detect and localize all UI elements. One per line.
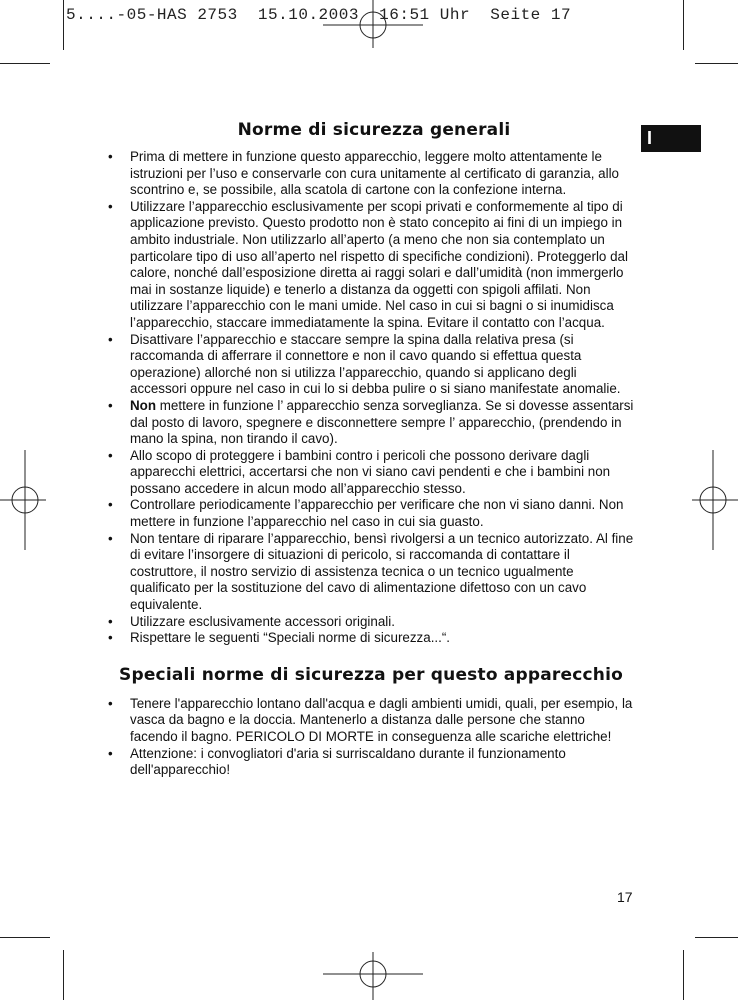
list-item-text: Non tentare di riparare l’apparecchio, bensì rivolgersi a un tecnico autorizzato. Al fine di evitare l’insorgere di situazioni di pericolo, si raccomanda di contattare il costruttore, il nostro servizio di assistenza tecnica o un tecnico ugualmente qualificato per la sostituzione del cavo di alimentazione difettoso con un cavo equivalente. (130, 530, 634, 613)
list-item-text: Rispettare le seguenti “Speciali norme di sicurezza...“. (130, 630, 451, 646)
list-item-text: Allo scopo di proteggere i bambini contro i pericoli che possono derivare dagli apparecchi elettrici, accertarsi che non vi siano cavi pendenti e che i bambini non possano accedere in alcun modo all’apparecchio stesso. (130, 447, 611, 496)
crop-mark (63, 0, 64, 50)
print-slug: 5....-05-HAS 2753 15.10.2003 16:51 Uhr Seite 17 (66, 6, 572, 24)
crop-mark (0, 63, 50, 64)
page-number: 17 (617, 889, 633, 905)
list-item (108, 199, 634, 332)
list-item (108, 448, 634, 498)
list-item-emphasis: Non (130, 397, 157, 413)
list-item-text: Disattivare l’apparecchio e staccare sempre la spina dalla relativa presa (si raccomanda di afferrare il connettore e non il cavo quando si effettua questa operazione) allorché non si utilizza l’apparecchio, quando si applicano degli accessori oppure nel caso in cui lo si debba pulire o si siano manifestate anomalie. (130, 331, 621, 397)
language-tab: I (641, 125, 701, 152)
list-item (108, 531, 634, 614)
crop-mark (683, 0, 684, 50)
crop-mark (683, 950, 684, 1000)
section-title-special-safety: Speciali norme di sicurezza per questo apparecchio (119, 664, 623, 685)
special-safety-list (108, 696, 634, 779)
crop-mark (0, 937, 50, 938)
registration-mark-bottom-icon (323, 952, 423, 1000)
list-item-text: Attenzione: i convogliatori d'aria si surriscaldano durante il funzionamento dell'apparecchio! (130, 745, 566, 778)
registration-mark-left-icon (0, 450, 46, 550)
main-content (108, 120, 634, 779)
registration-mark-top-icon (323, 0, 423, 48)
list-item-text: mettere in funzione l’ apparecchio senza sorveglianza. Se si dovesse assentarsi dal posto di lavoro, spegnere e disconnettere sempre l’ apparecchio, (prendendo in mano la spina, non tirando il cavo). (130, 397, 634, 447)
list-item (108, 614, 634, 631)
list-item (108, 398, 634, 448)
list-item-text: Controllare periodicamente l’apparecchio per verificare che non vi siano danni. Non mettere in funzione l’apparecchio nel caso in cui sia guasto. (130, 497, 624, 530)
crop-mark (695, 937, 738, 938)
section-title-general-safety: Norme di sicurezza generali (237, 120, 511, 140)
list-item-text: Tenere l'apparecchio lontano dall'acqua e dagli ambienti umidi, quali, per esempio, la vasca da bagno e la doccia. Mantenerlo a distanza dalle persone che stanno facendo il bagno. PERICOLO DI MORTE in conseguenza alle scariche elettriche! (130, 695, 633, 744)
list-item (108, 497, 634, 530)
list-item (108, 332, 634, 398)
list-item (108, 630, 634, 647)
list-item (108, 746, 634, 779)
list-item (108, 696, 634, 746)
registration-mark-right-icon (692, 450, 738, 550)
crop-mark (695, 63, 738, 64)
general-safety-list (108, 149, 634, 647)
list-item (108, 149, 634, 199)
list-item-text: Utilizzare esclusivamente accessori originali. (130, 613, 395, 629)
list-item-text: Utilizzare l’apparecchio esclusivamente per scopi privati e conformemente al tipo di applicazione previsto. Questo prodotto non è stato concepito ai fini di un impiego in ambito industriale. Non utilizzarlo all’aperto (a meno che non sia contemplato un particolare tipo di uso all’aperto nel rispetto di specifiche condizioni). Proteggerlo dal calore, nonché dall’esposizione diretta ai raggi solari e dall’umidità (non immergerlo mai in sostanze liquide) e tenerlo a distanza da oggetti con spigoli affilati. Non utilizzare l’apparecchio con le mani umide. Nel caso in cui si bagni o si inumidisca l’apparecchio, staccare immediatamente la spina. Evitare il contatto con l’acqua. (130, 198, 628, 330)
list-item-text: Prima di mettere in funzione questo apparecchio, leggere molto attentamente le istruzioni per l’uso e conservarle con cura unitamente al certificato di garanzia, allo scontrino e, se possibile, alla scatola di cartone con la confezione interna. (130, 149, 620, 198)
crop-mark (63, 950, 64, 1000)
